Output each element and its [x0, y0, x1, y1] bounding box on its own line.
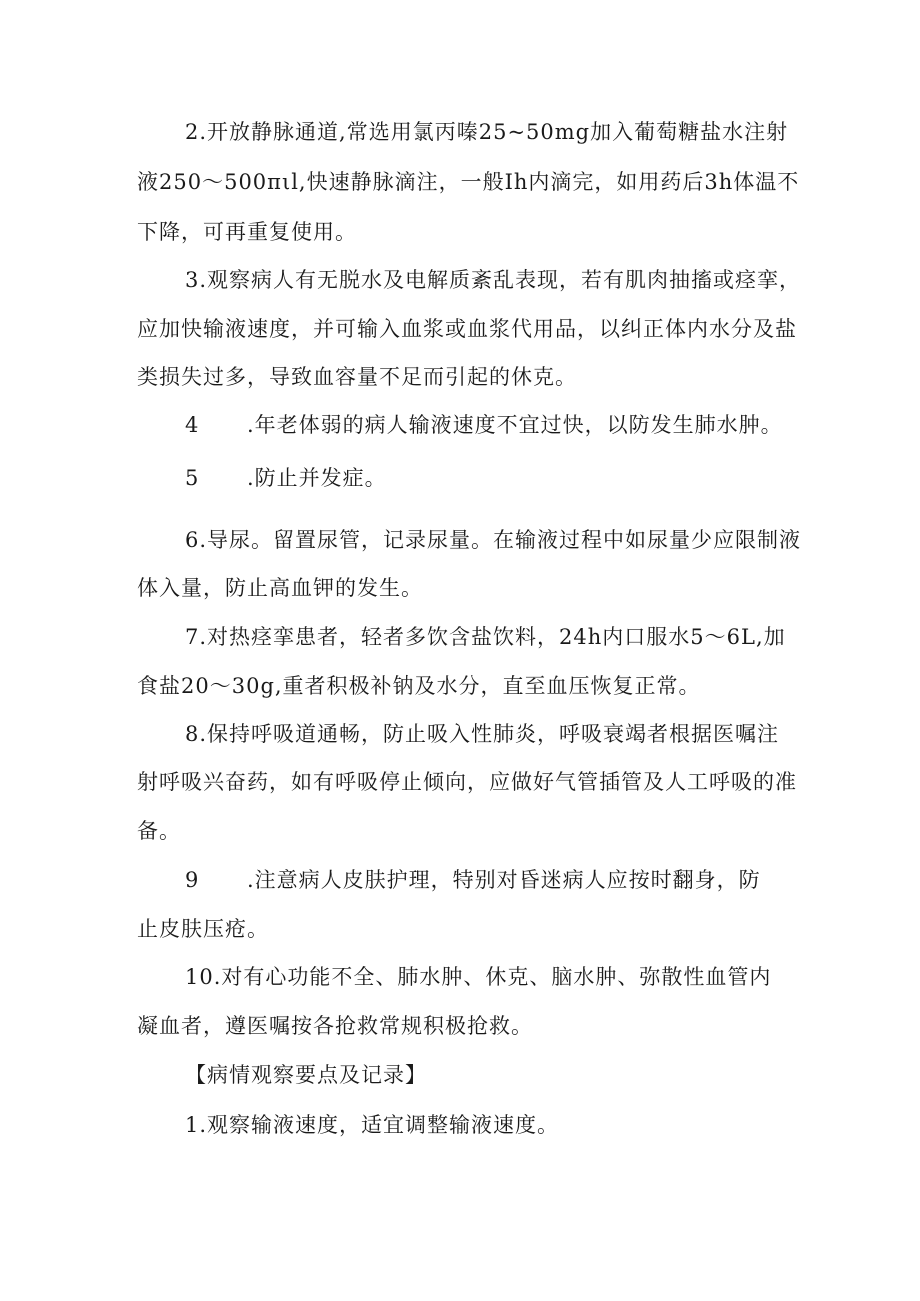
item-text: .对热痉挛患者，轻者多饮含盐饮料，24h内口服水5～6L,加 [199, 625, 786, 649]
item-6-line-2: 体入量，防止高血钾的发生。 [137, 576, 423, 600]
item-text: .防止并发症。 [247, 466, 387, 490]
item-10-line-2: 凝血者，遵医嘱按各抢救常规积极抢救。 [137, 1014, 533, 1038]
item-7-line-1 [185, 622, 786, 652]
item-5-line-1 [185, 463, 387, 493]
item-text: .观察病人有无脱水及电解质紊乱表现，若有肌肉抽搐或痉挛， [199, 268, 802, 292]
item-text: .年老体弱的病人输液速度不宜过快，以防发生肺水肿。 [247, 413, 783, 437]
item-10-line-1 [185, 962, 771, 992]
item-3-line-3: 类损失过多，导致血容量不足而引起的休克。 [137, 365, 577, 389]
item-3-line-2: 应加快输液速度，并可输入血浆或血浆代用品，以纠正体内水分及盐 [137, 317, 797, 341]
item-8-line-3: 备。 [137, 819, 181, 843]
item-number: 4 [185, 413, 200, 437]
item-number: 8 [185, 722, 200, 746]
item-9-line-2: 止皮肤压疮。 [137, 917, 269, 941]
item-number: 6 [185, 528, 200, 552]
item-text: .对有心功能不全、肺水肿、休克、脑水肿、弥散性血管内 [213, 965, 772, 989]
item-number: 9 [185, 868, 200, 892]
item-8-line-2: 射呼吸兴奋药，如有呼吸停止倾向，应做好气管插管及人工呼吸的准 [137, 770, 797, 794]
sub-item-1: 1.观察输液速度，适宜调整输液速度。 [185, 1113, 560, 1137]
item-2-line-1 [185, 117, 788, 147]
item-3-line-1 [185, 265, 801, 295]
item-number: 3 [185, 268, 200, 292]
item-9-line-1 [185, 865, 761, 895]
item-7-line-2: 食盐20～30g,重者积极补钠及水分，直至血压恢复正常。 [137, 674, 701, 698]
item-2-line-2: 液250～500πιl,快速静脉滴注，一般Ih内滴完，如用药后3h体温不 [137, 170, 800, 194]
item-number: 2 [185, 120, 200, 144]
item-number: 7 [185, 625, 200, 649]
item-text: .注意病人皮肤护理，特别对昏迷病人应按时翻身，防 [247, 868, 761, 892]
item-text: .导尿。留置尿管，记录尿量。在输液过程中如尿量少应限制液 [199, 528, 802, 552]
item-number: 10 [185, 965, 214, 989]
item-text: .保持呼吸道通畅，防止吸入性肺炎，呼吸衰竭者根据医嘱注 [199, 722, 780, 746]
item-text: .开放静脉通道,常选用氯丙嗪25~50mg加入葡萄糖盐水注射 [199, 120, 789, 144]
item-8-line-1 [185, 719, 779, 749]
item-number: 5 [185, 466, 200, 490]
section-heading: 【病情观察要点及记录】 [185, 1063, 427, 1087]
item-4-line-1 [185, 410, 783, 440]
item-6-line-1 [185, 525, 801, 555]
item-2-line-3: 下降，可再重复使用。 [137, 220, 357, 244]
